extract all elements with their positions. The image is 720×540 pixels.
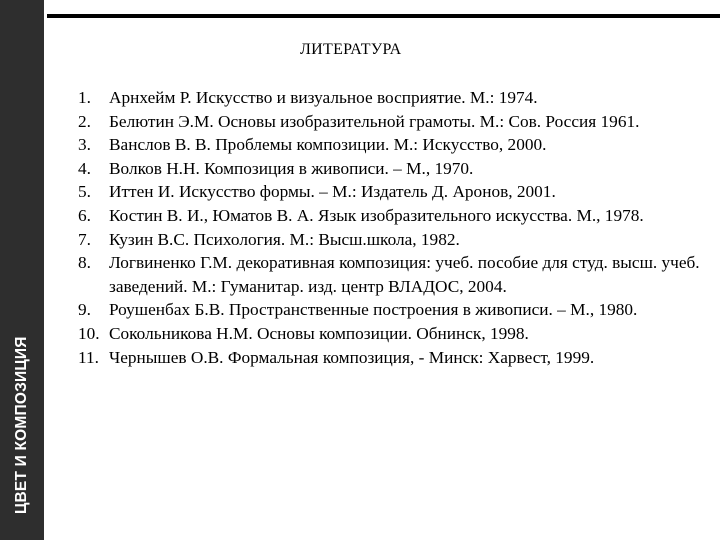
- reference-number: 4.: [78, 158, 91, 178]
- reference-text: Кузин В.С. Психология. М.: Высш.школа, 1982.: [109, 229, 460, 249]
- reference-text: Иттен И. Искусство формы. – М.: Издатель Д. Аронов, 2001.: [109, 182, 556, 202]
- reference-item: [78, 251, 708, 298]
- reference-text: Роушенбах Б.В. Пространственные построения в живописи. – М., 1980.: [109, 300, 638, 320]
- reference-item: [78, 298, 708, 322]
- reference-item: [78, 204, 708, 228]
- reference-text: Логвиненко Г.М. декоративная композиция: учеб. пособие для студ. высш. учеб. заведений. М.: Гуманитар. изд. центр ВЛАДОС, 2004.: [109, 253, 700, 296]
- reference-number: 8.: [78, 253, 91, 273]
- reference-item: [78, 157, 708, 181]
- reference-item: [78, 322, 708, 346]
- reference-item: [78, 133, 708, 157]
- reference-item: [78, 86, 708, 110]
- reference-number: 9.: [78, 300, 91, 320]
- reference-item: [78, 110, 708, 134]
- page-title: ЛИТЕРАТУРА: [300, 41, 402, 58]
- reference-number: 11.: [78, 347, 99, 367]
- reference-text: Ванслов В. В. Проблемы композиции. М.: Искусство, 2000.: [109, 135, 547, 155]
- reference-number: 2.: [78, 111, 91, 131]
- reference-number: 6.: [78, 205, 91, 225]
- reference-number: 5.: [78, 182, 91, 202]
- reference-item: [78, 180, 708, 204]
- reference-number: 7.: [78, 229, 91, 249]
- side-banner-label: ЦВЕТ И КОМПОЗИЦИЯ: [13, 336, 30, 514]
- reference-text: Арнхейм Р. Искусство и визуальное восприятие. М.: 1974.: [109, 88, 538, 107]
- side-banner: [0, 0, 44, 540]
- top-divider: [47, 14, 720, 18]
- reference-item: [78, 346, 708, 370]
- reference-text: Волков Н.Н. Композиция в живописи. – М., 1970.: [109, 158, 474, 178]
- reference-item: [78, 228, 708, 252]
- reference-text: Белютин Э.М. Основы изобразительной грамоты. М.: Сов. Россия 1961.: [109, 111, 640, 131]
- reference-text: Чернышев О.В. Формальная композиция, - Минск: Харвест, 1999.: [109, 347, 595, 367]
- reference-text: Сокольникова Н.М. Основы композиции. Обнинск, 1998.: [109, 323, 529, 343]
- reference-number: 10.: [78, 323, 100, 343]
- reference-number: 1.: [78, 88, 91, 107]
- reference-number: 3.: [78, 135, 91, 155]
- reference-text: Костин В. И., Юматов В. А. Язык изобразительного искусства. М., 1978.: [109, 205, 644, 225]
- reference-list: [78, 86, 708, 369]
